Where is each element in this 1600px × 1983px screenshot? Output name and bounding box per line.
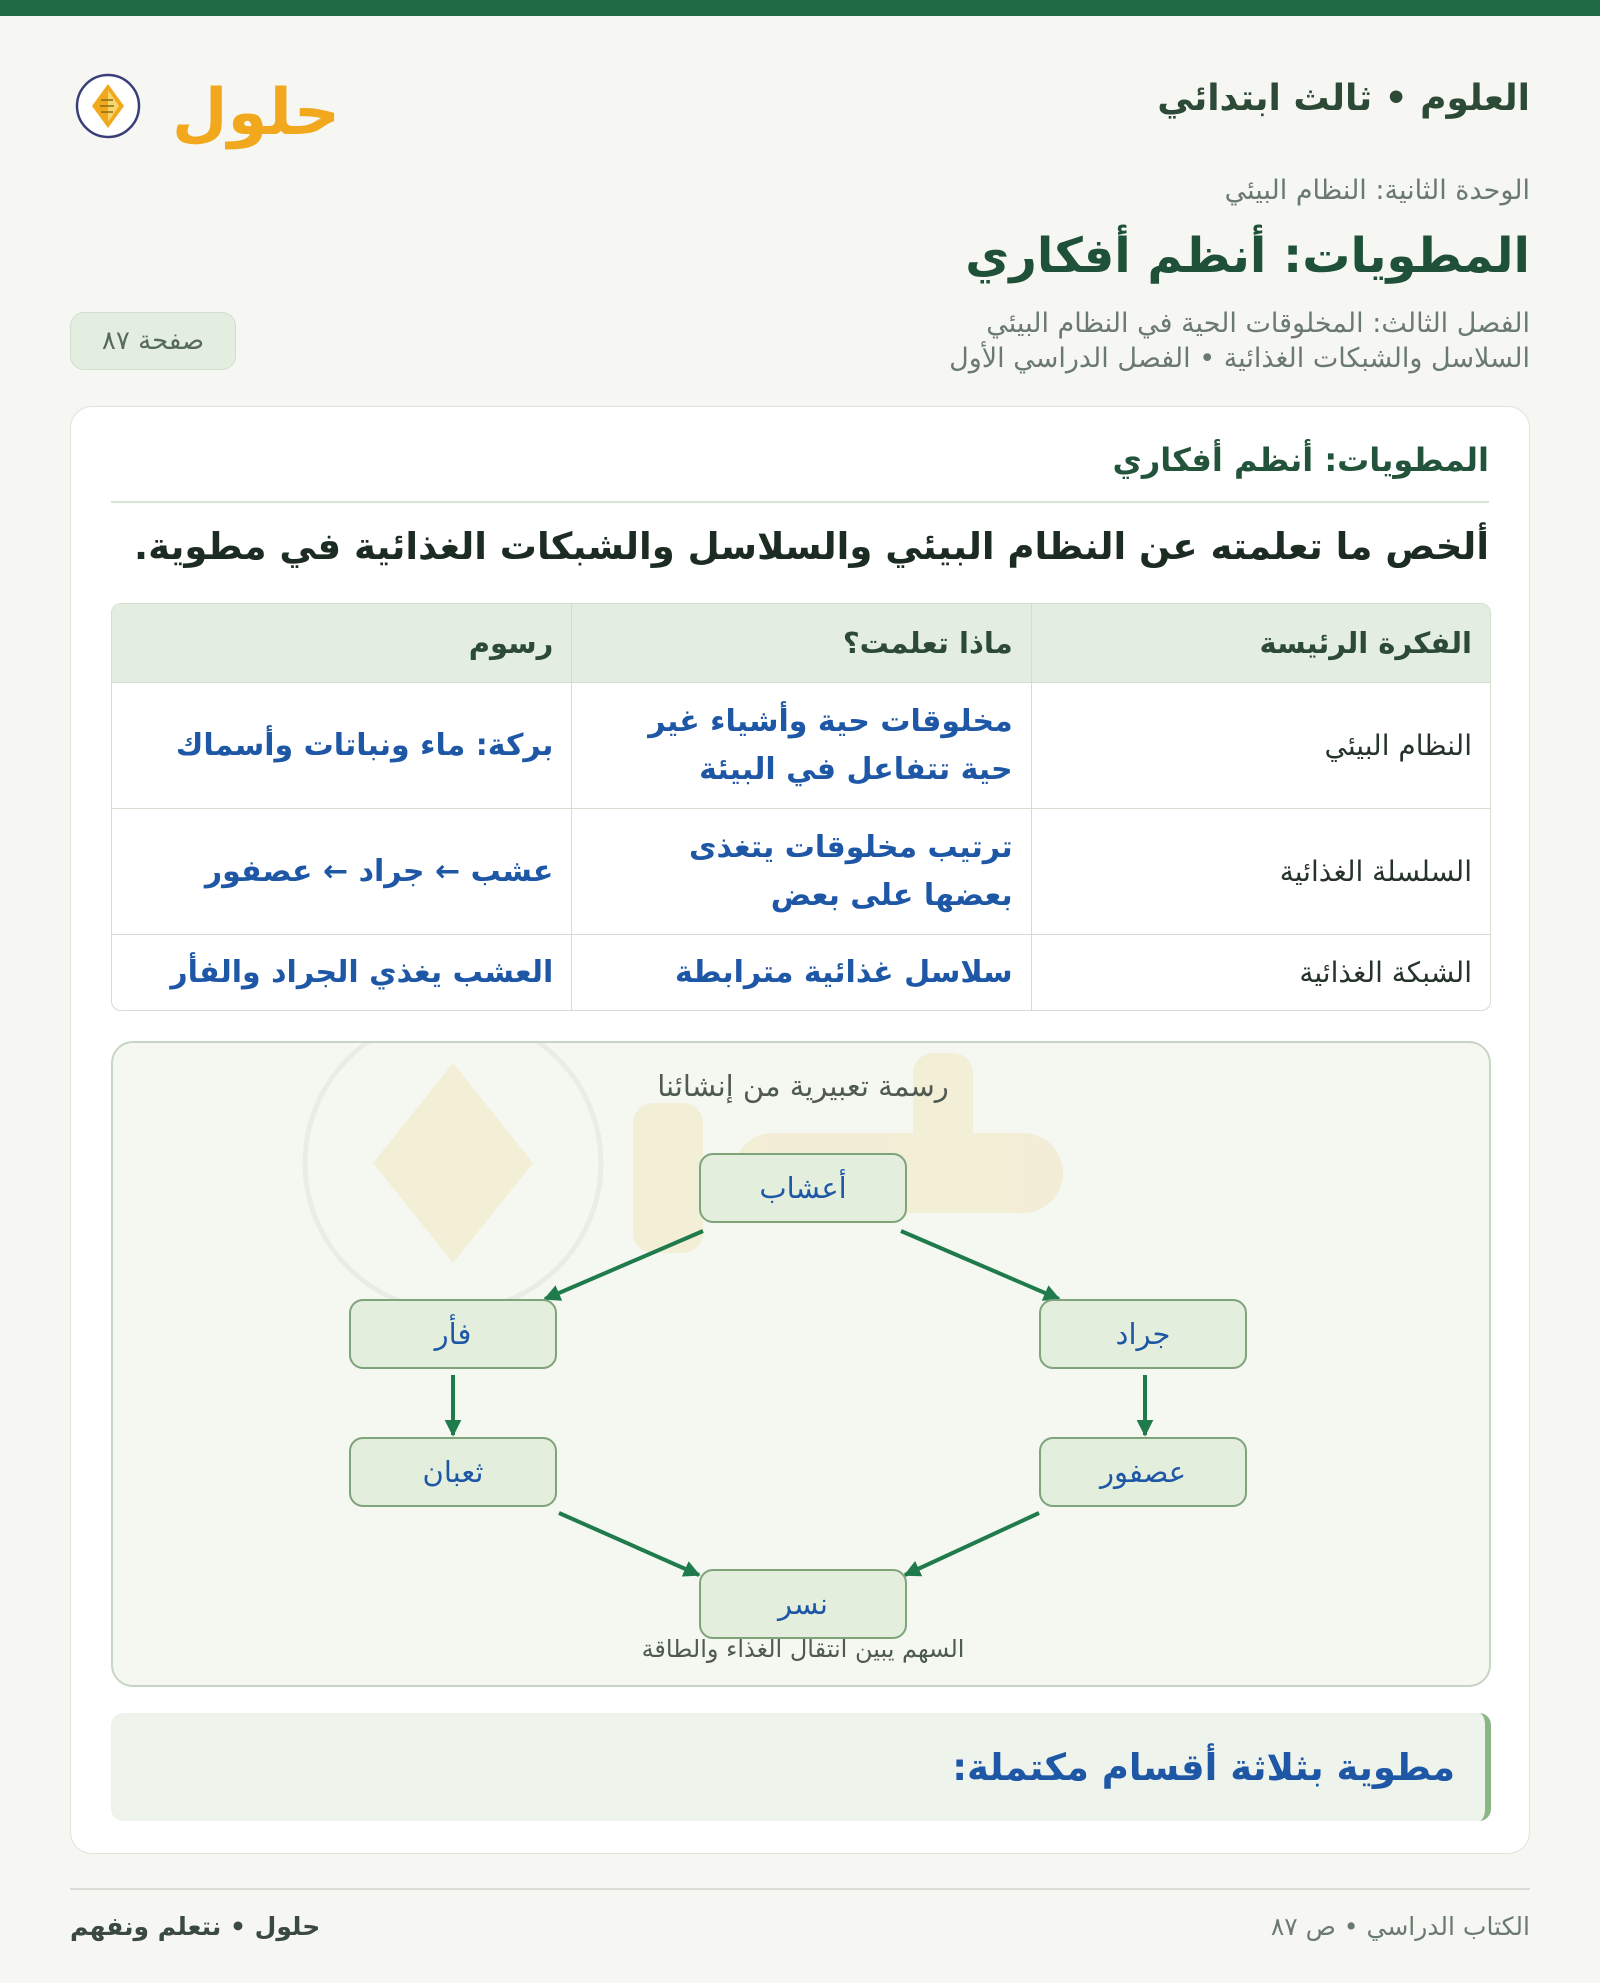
hulul-logo[interactable] — [68, 46, 338, 156]
unit-label: الوحدة الثانية: النظام البيئي — [1224, 175, 1530, 206]
node-snake: ثعبان — [349, 1437, 557, 1507]
node-mouse: فأر — [349, 1299, 557, 1369]
node-sparrow: عصفور — [1039, 1437, 1247, 1507]
top-accent-bar — [0, 0, 1600, 16]
food-web-diagram — [111, 1041, 1491, 1687]
lesson-title: المطويات: أنظم أفكاري — [965, 228, 1530, 284]
footer-brand[interactable]: حلول • نتعلم ونفهم — [70, 1912, 321, 1941]
arrow-snake-to-eagle — [559, 1513, 699, 1575]
content-card — [70, 406, 1530, 1854]
table-header-cell: ماذا تعلمت؟ — [571, 604, 1030, 682]
node-locust: جراد — [1039, 1299, 1247, 1369]
node-eagle: نسر — [699, 1569, 907, 1639]
main-idea-cell: السلسلة الغذائية — [1031, 809, 1490, 934]
table-header-cell: رسوم — [468, 626, 554, 660]
main-idea-cell: النظام البيئي — [1031, 683, 1490, 808]
table-header-row — [112, 604, 1490, 682]
footer-divider — [70, 1888, 1530, 1890]
arrow-sparrow-to-eagle — [905, 1513, 1039, 1575]
main-idea-cell: الشبكة الغذائية — [1031, 935, 1490, 1010]
table-header-cell: الفكرة الرئيسة — [1031, 604, 1490, 682]
card-heading: المطويات: أنظم أفكاري — [111, 441, 1489, 503]
subject-title: العلوم • ثالث ابتدائي — [1157, 78, 1530, 119]
node-grass: أعشاب — [699, 1153, 907, 1223]
learned-cell: سلاسل غذائية مترابطة — [571, 935, 1030, 1010]
question-prompt: ألخص ما تعلمته عن النظام البيئي والسلاسل والشبكات الغذائية في مطوية. — [134, 525, 1489, 568]
diagram-caption: رسمة تعبيرية من إنشائنا — [657, 1069, 949, 1103]
logo-text: حلول — [172, 76, 338, 150]
foldable-table — [111, 603, 1491, 1011]
arrow-grass-to-mouse — [545, 1231, 703, 1299]
drawing-cell: بركة: ماء ونباتات وأسماك — [175, 727, 554, 763]
chapter-sub-label: السلاسل والشبكات الغذائية • الفصل الدراسي الأول — [949, 343, 1530, 374]
arrow-grass-to-locust — [901, 1231, 1059, 1299]
learned-cell: ترتيب مخلوقات يتغذى بعضها على بعض — [571, 809, 1030, 934]
learned-cell: مخلوقات حية وأشياء غير حية تتفاعل في البيئة — [571, 683, 1030, 808]
table-row — [112, 934, 1490, 1010]
page-number-badge: صفحة ٨٧ — [70, 312, 236, 370]
table-row — [112, 682, 1490, 808]
table-row — [112, 808, 1490, 934]
drawing-cell: العشب يغذي الجراد والفأر — [170, 954, 554, 990]
footer-book-ref: الكتاب الدراسي • ص ٨٧ — [1270, 1912, 1530, 1941]
logo-mark-icon — [68, 46, 338, 156]
drawing-cell: عشب ← جراد ← عصفور — [204, 853, 554, 889]
diagram-note: السهم يبين انتقال الغذاء والطاقة — [641, 1635, 965, 1663]
summary-box: مطوية بثلاثة أقسام مكتملة: — [111, 1713, 1491, 1821]
chapter-label: الفصل الثالث: المخلوقات الحية في النظام البيئي — [986, 308, 1530, 339]
